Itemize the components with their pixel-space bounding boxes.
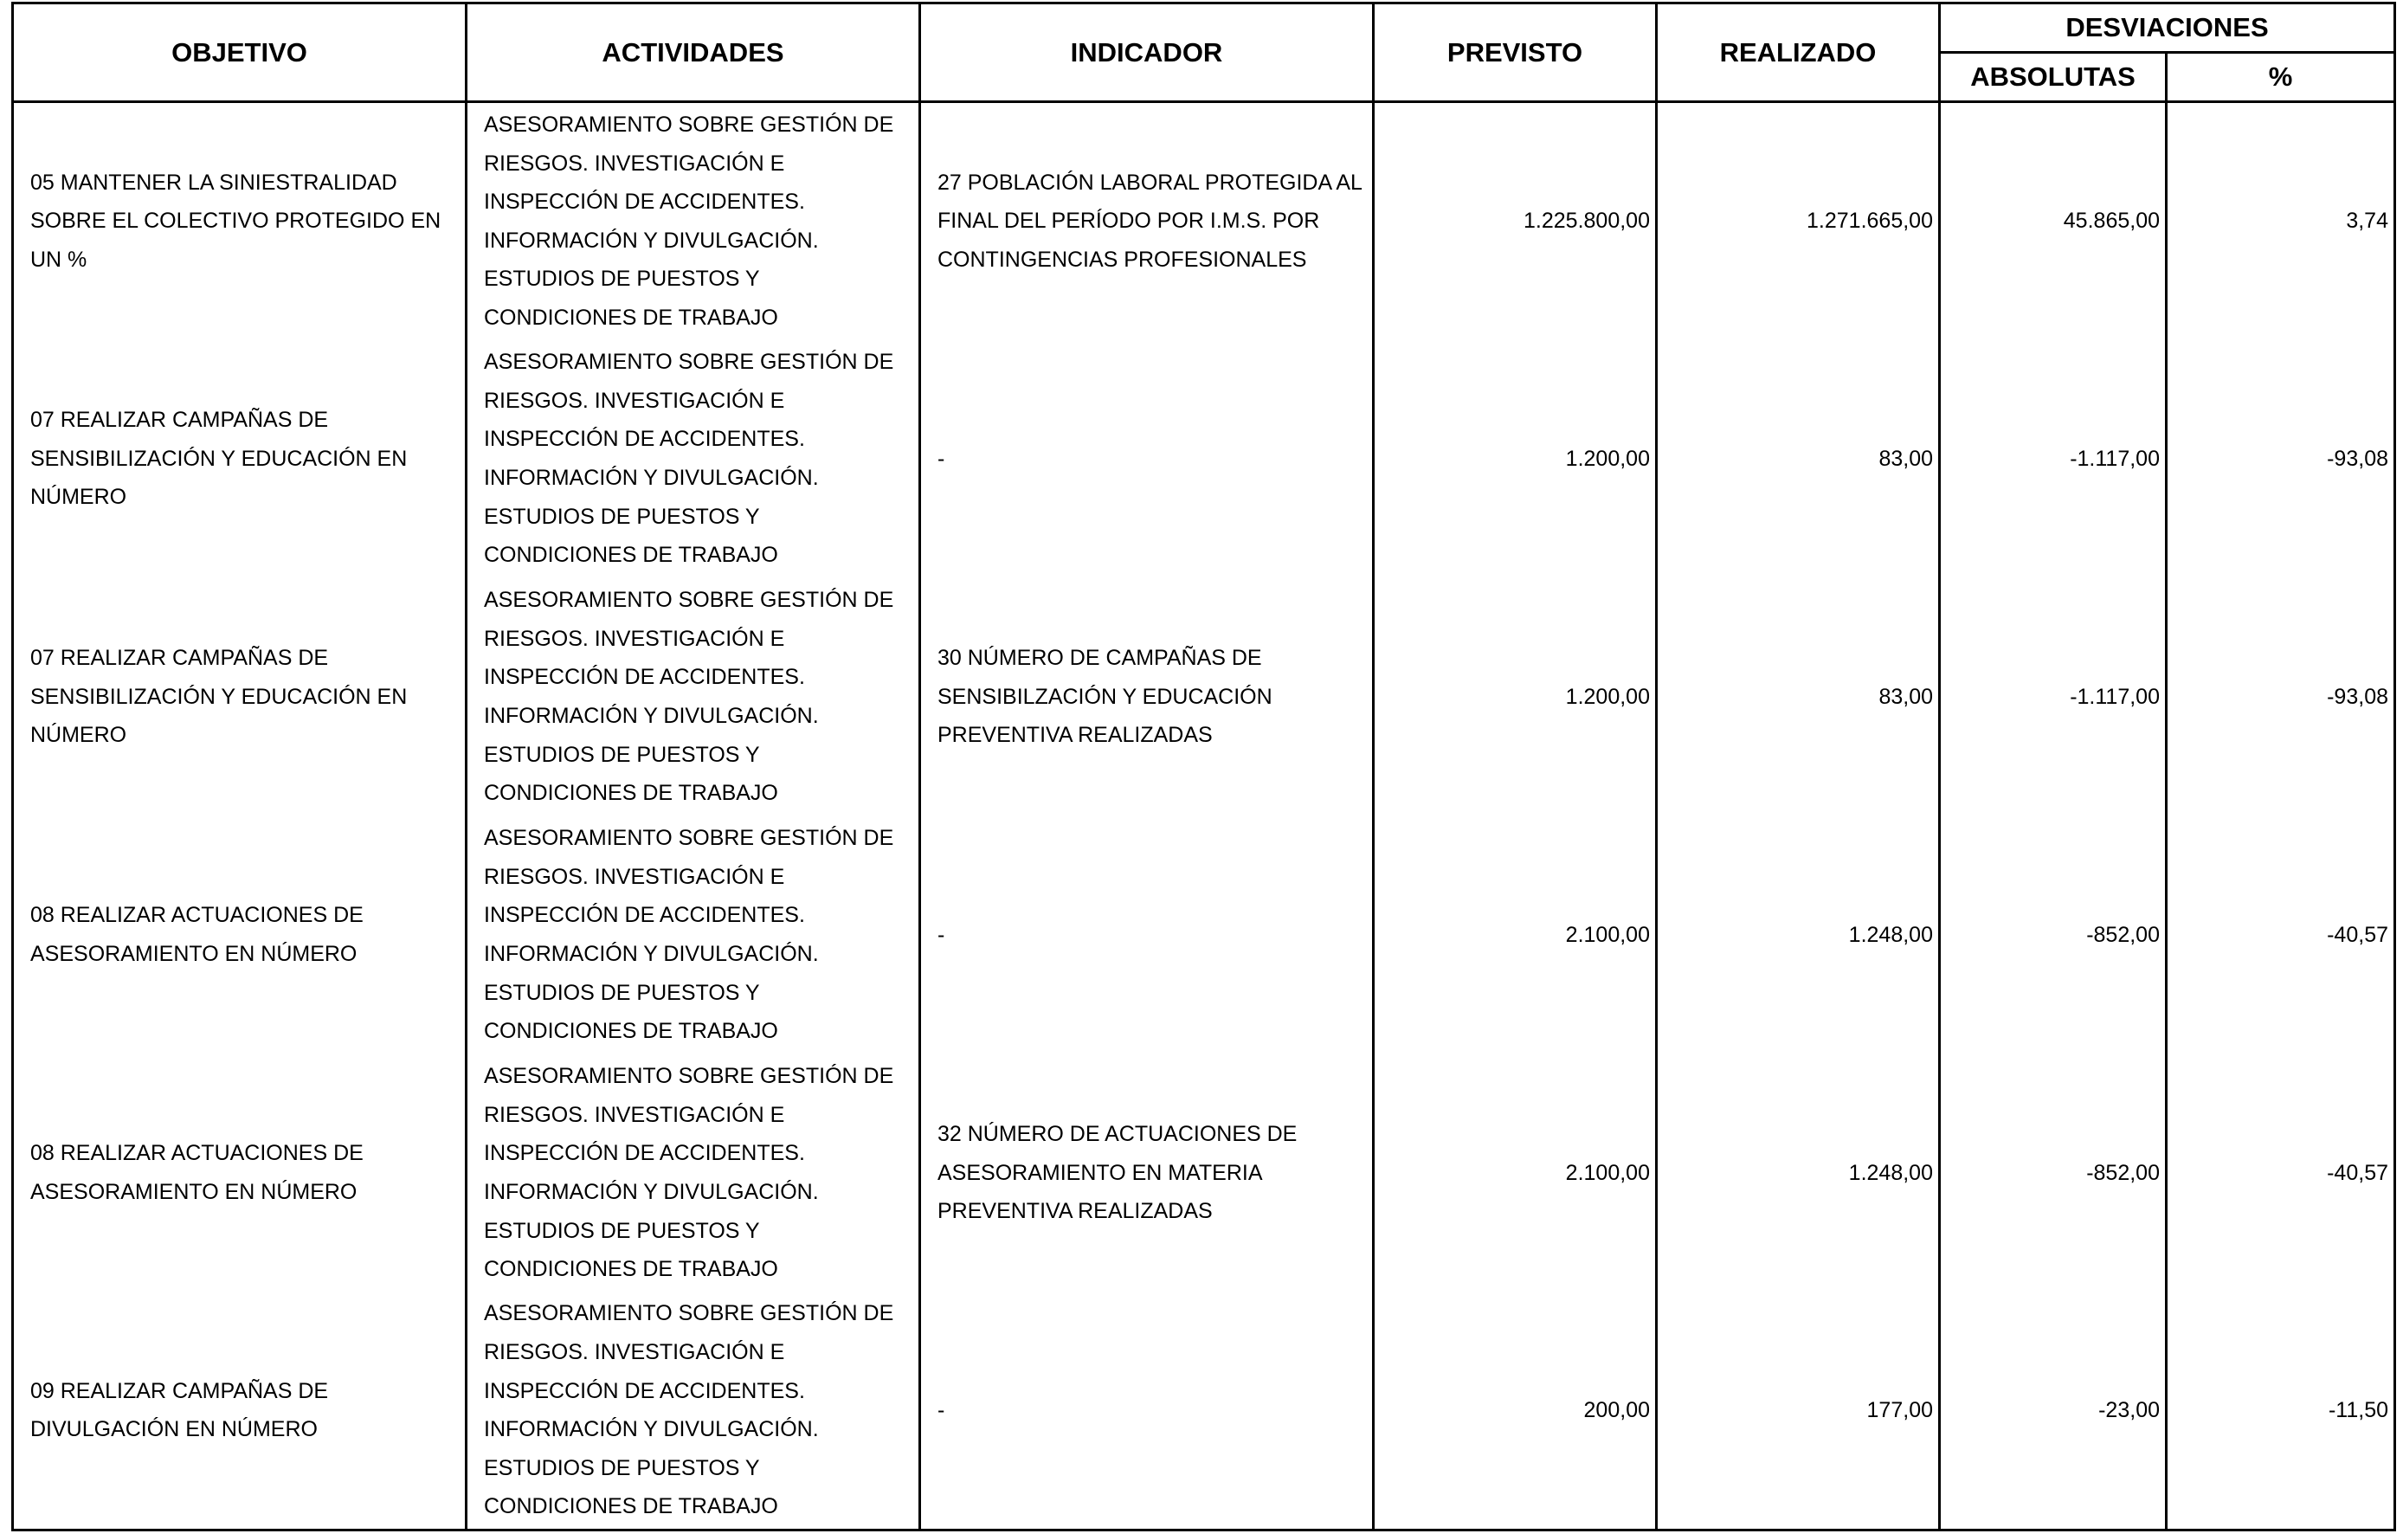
header-actividades: ACTIVIDADES	[467, 3, 920, 102]
objectives-table	[11, 2, 2396, 1531]
cell-objetivo: 08 REALIZAR ACTUACIONES DE ASESORAMIENTO EN NÚMERO	[13, 1054, 467, 1292]
cell-actividades: ASESORAMIENTO SOBRE GESTIÓN DE RIESGOS. INVESTIGACIÓN E INSPECCIÓN DE ACCIDENTES. INFORMACIÓN Y DIVULGACIÓN. ESTUDIOS DE PUESTOS Y CONDICIONES DE TRABAJO	[467, 340, 920, 578]
header-desviaciones: DESVIACIONES	[1940, 3, 2395, 53]
cell-realizado: 1.271.665,00	[1657, 102, 1940, 340]
cell-objetivo: 07 REALIZAR CAMPAÑAS DE SENSIBILIZACIÓN Y EDUCACIÓN EN NÚMERO	[13, 340, 467, 578]
header-porcentaje: %	[2167, 53, 2395, 102]
cell-objetivo: 05 MANTENER LA SINIESTRALIDAD SOBRE EL COLECTIVO PROTEGIDO EN UN %	[13, 102, 467, 340]
cell-previsto: 1.225.800,00	[1374, 102, 1657, 340]
cell-porcentaje: -11,50	[2167, 1292, 2395, 1530]
cell-previsto: 2.100,00	[1374, 1054, 1657, 1292]
cell-realizado: 177,00	[1657, 1292, 1940, 1530]
cell-actividades: ASESORAMIENTO SOBRE GESTIÓN DE RIESGOS. INVESTIGACIÓN E INSPECCIÓN DE ACCIDENTES. INFORMACIÓN Y DIVULGACIÓN. ESTUDIOS DE PUESTOS Y CONDICIONES DE TRABAJO	[467, 1292, 920, 1530]
cell-realizado: 83,00	[1657, 578, 1940, 816]
cell-indicador: -	[920, 1292, 1374, 1530]
header-indicador: INDICADOR	[920, 3, 1374, 102]
header-absolutas: ABSOLUTAS	[1940, 53, 2167, 102]
cell-objetivo: 08 REALIZAR ACTUACIONES DE ASESORAMIENTO EN NÚMERO	[13, 816, 467, 1054]
objectives-table-sheet	[11, 2, 2393, 1538]
cell-porcentaje: 3,74	[2167, 102, 2395, 340]
header-previsto: PREVISTO	[1374, 3, 1657, 102]
table-row	[13, 340, 2395, 578]
table-row	[13, 1292, 2395, 1530]
cell-absolutas: -852,00	[1940, 816, 2167, 1054]
cell-objetivo: 07 REALIZAR CAMPAÑAS DE SENSIBILIZACIÓN Y EDUCACIÓN EN NÚMERO	[13, 578, 467, 816]
cell-previsto: 200,00	[1374, 1292, 1657, 1530]
cell-absolutas: -852,00	[1940, 1054, 2167, 1292]
cell-absolutas: -23,00	[1940, 1292, 2167, 1530]
cell-porcentaje: -40,57	[2167, 1054, 2395, 1292]
cell-previsto: 1.200,00	[1374, 578, 1657, 816]
cell-realizado: 83,00	[1657, 340, 1940, 578]
cell-porcentaje: -93,08	[2167, 340, 2395, 578]
table-body	[13, 102, 2395, 1530]
cell-porcentaje: -40,57	[2167, 816, 2395, 1054]
cell-actividades: ASESORAMIENTO SOBRE GESTIÓN DE RIESGOS. INVESTIGACIÓN E INSPECCIÓN DE ACCIDENTES. INFORMACIÓN Y DIVULGACIÓN. ESTUDIOS DE PUESTOS Y CONDICIONES DE TRABAJO	[467, 1054, 920, 1292]
header-realizado: REALIZADO	[1657, 3, 1940, 102]
cell-actividades: ASESORAMIENTO SOBRE GESTIÓN DE RIESGOS. INVESTIGACIÓN E INSPECCIÓN DE ACCIDENTES. INFORMACIÓN Y DIVULGACIÓN. ESTUDIOS DE PUESTOS Y CONDICIONES DE TRABAJO	[467, 578, 920, 816]
cell-absolutas: -1.117,00	[1940, 340, 2167, 578]
table-row	[13, 578, 2395, 816]
cell-absolutas: -1.117,00	[1940, 578, 2167, 816]
cell-realizado: 1.248,00	[1657, 816, 1940, 1054]
cell-indicador: 27 POBLACIÓN LABORAL PROTEGIDA AL FINAL DEL PERÍODO POR I.M.S. POR CONTINGENCIAS PROFESIONALES	[920, 102, 1374, 340]
cell-indicador: 32 NÚMERO DE ACTUACIONES DE ASESORAMIENTO EN MATERIA PREVENTIVA REALIZADAS	[920, 1054, 1374, 1292]
table-header	[13, 3, 2395, 102]
table-row	[13, 816, 2395, 1054]
cell-porcentaje: -93,08	[2167, 578, 2395, 816]
cell-objetivo: 09 REALIZAR CAMPAÑAS DE DIVULGACIÓN EN NÚMERO	[13, 1292, 467, 1530]
table-row	[13, 1054, 2395, 1292]
table-row	[13, 102, 2395, 340]
cell-actividades: ASESORAMIENTO SOBRE GESTIÓN DE RIESGOS. INVESTIGACIÓN E INSPECCIÓN DE ACCIDENTES. INFORMACIÓN Y DIVULGACIÓN. ESTUDIOS DE PUESTOS Y CONDICIONES DE TRABAJO	[467, 816, 920, 1054]
header-objetivo: OBJETIVO	[13, 3, 467, 102]
cell-previsto: 2.100,00	[1374, 816, 1657, 1054]
cell-absolutas: 45.865,00	[1940, 102, 2167, 340]
cell-previsto: 1.200,00	[1374, 340, 1657, 578]
cell-realizado: 1.248,00	[1657, 1054, 1940, 1292]
cell-actividades: ASESORAMIENTO SOBRE GESTIÓN DE RIESGOS. INVESTIGACIÓN E INSPECCIÓN DE ACCIDENTES. INFORMACIÓN Y DIVULGACIÓN. ESTUDIOS DE PUESTOS Y CONDICIONES DE TRABAJO	[467, 102, 920, 340]
cell-indicador: -	[920, 340, 1374, 578]
cell-indicador: 30 NÚMERO DE CAMPAÑAS DE SENSIBILZACIÓN Y EDUCACIÓN PREVENTIVA REALIZADAS	[920, 578, 1374, 816]
cell-indicador: -	[920, 816, 1374, 1054]
